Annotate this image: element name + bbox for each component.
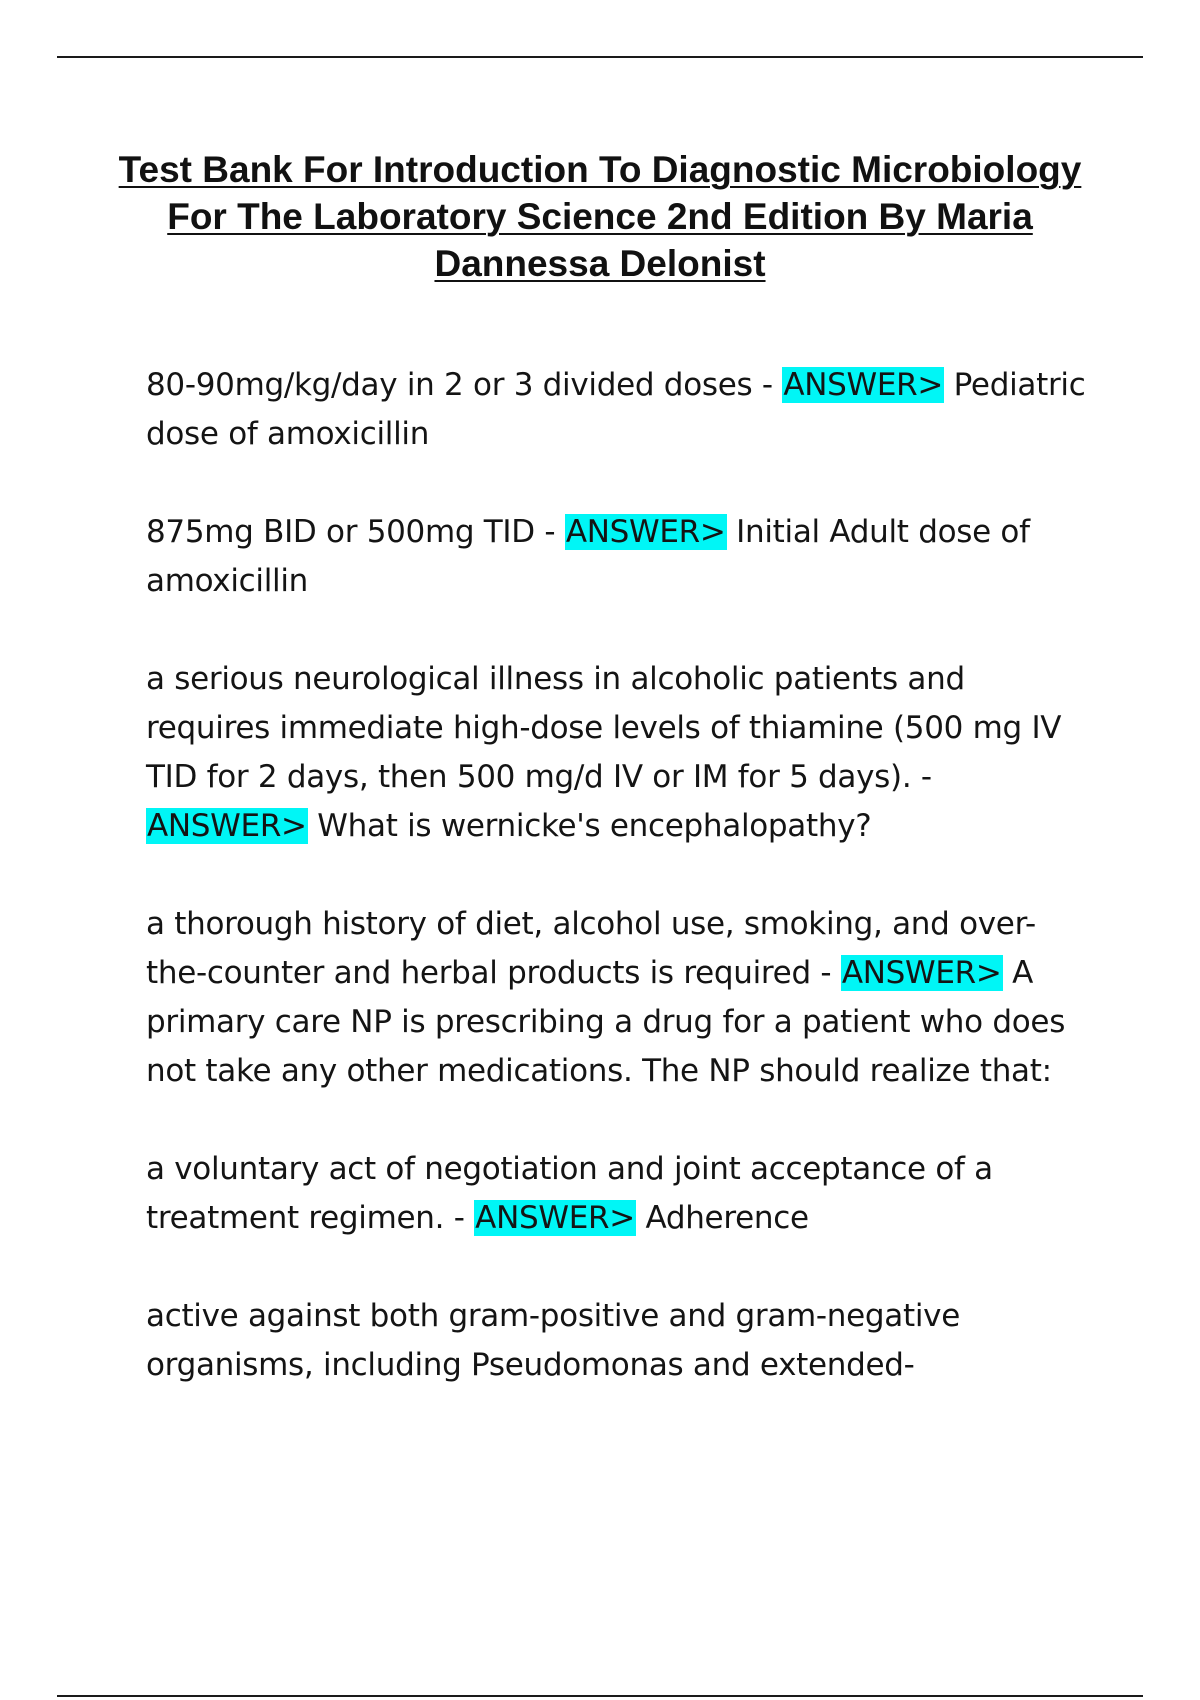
answer-marker: ANSWER>: [841, 955, 1002, 991]
answer-marker: ANSWER>: [565, 514, 726, 550]
qa-item: [146, 900, 1091, 1096]
answer-marker: ANSWER>: [147, 808, 307, 844]
answer-text: A primary care NP is prescribing a drug for a patient who does not take any other medications. The NP should realize that:: [146, 955, 1066, 1089]
qa-item: [146, 1292, 1091, 1390]
top-rule: [57, 56, 1143, 58]
answer-text: Initial Adult dose of amoxicillin: [146, 514, 1030, 599]
bottom-rule: [57, 1695, 1143, 1697]
answer-marker: ANSWER>: [783, 367, 944, 403]
question-text: active against both gram-positive and gram-negative organisms, including Pseudomonas and extended-: [146, 1298, 960, 1383]
answer-text: What is wernicke's encephalopathy?: [317, 808, 872, 844]
answer-marker: ANSWER>: [475, 1200, 635, 1236]
answer-text: Pediatric dose of amoxicillin: [146, 367, 1086, 452]
question-text: a thorough history of diet, alcohol use, smoking, and over-the-counter and herbal products is required -: [146, 906, 1036, 991]
document-title: Test Bank For Introduction To Diagnostic Microbiology For The Laboratory Science 2nd Edition By Maria Dannessa Delonist: [118, 149, 1082, 284]
answer-text: Adherence: [645, 1200, 809, 1236]
qa-item: [146, 655, 1091, 851]
qa-item: [146, 508, 1091, 606]
qa-item: [146, 361, 1091, 459]
question-text: a serious neurological illness in alcoholic patients and requires immediate high-dose levels of thiamine (500 mg IV TID for 2 days, then 500 mg/d IV or IM for 5 days). -: [146, 661, 1062, 795]
question-text: 80-90mg/kg/day in 2 or 3 divided doses -: [146, 367, 773, 403]
question-text: a voluntary act of negotiation and joint acceptance of a treatment regimen. -: [146, 1151, 993, 1236]
qa-list: [146, 361, 1091, 1439]
qa-item: [146, 1145, 1091, 1243]
question-text: 875mg BID or 500mg TID -: [146, 514, 556, 550]
